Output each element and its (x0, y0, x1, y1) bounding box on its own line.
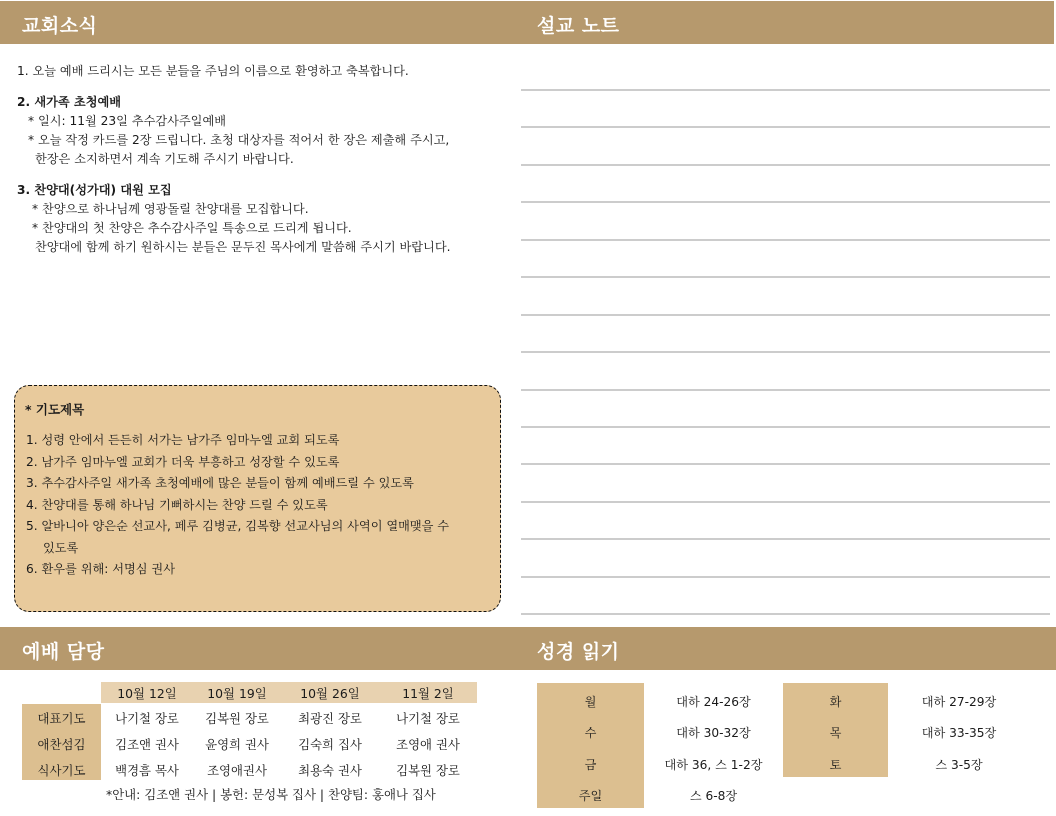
role-label: 애찬섬김 (37, 737, 86, 752)
day-label: 토 (829, 758, 842, 772)
day-label: 금 (584, 758, 597, 772)
table-cell: 조영애권사 (207, 763, 267, 778)
prayer-item-continued: 있도록 (43, 540, 79, 555)
section-header-church-news (0, 1, 524, 44)
section-title: 설교 노트 (537, 15, 620, 37)
note-line (521, 501, 1050, 503)
table-cell: 최용숙 권사 (298, 763, 362, 778)
table-cell: 나기철 장로 (115, 711, 179, 726)
note-line (521, 201, 1050, 203)
day-label: 화 (829, 695, 842, 709)
section-header-bible-reading (524, 627, 1056, 670)
section-title: 교회소식 (22, 15, 98, 37)
news-line: * 찬양으로 하나님께 영광돌릴 찬양대를 모집합니다. (32, 202, 309, 216)
table-cell: 김복원 장로 (205, 711, 269, 726)
reading: 대하 24-26장 (676, 695, 751, 709)
day-label: 월 (584, 695, 597, 709)
prayer-item: 2. 남가주 임마누엘 교회가 더욱 부흥하고 성장할 수 있도록 (26, 454, 340, 469)
prayer-item: 3. 추수감사주일 새가족 초청예배에 많은 분들이 함께 예배드릴 수 있도록 (26, 476, 414, 490)
news-text: 1. 오늘 예배 드리시는 모든 분들을 주님의 이름으로 환영하고 축복합니다. (17, 64, 409, 78)
date-header: 11월 2일 (402, 686, 454, 701)
note-line (521, 239, 1050, 241)
worship-footnote: *안내: 김조앤 권사 | 봉헌: 문성복 집사 | 찬양팀: 홍애나 집사 (106, 787, 436, 802)
day-label: 수 (584, 726, 597, 740)
news-line: 찬양대에 함께 하기 원하시는 분들은 문두진 목사에게 말씀해 주시기 바랍니다. (35, 240, 451, 254)
prayer-item: 1. 성령 안에서 든든히 서가는 남가주 임마누엘 교회 되도록 (26, 433, 340, 447)
role-label: 식사기도 (37, 763, 86, 778)
note-line (521, 426, 1050, 428)
news-line: * 오늘 작정 카드를 2장 드립니다. 초청 대상자를 적어서 한 장은 제출해 주시고, (28, 133, 450, 147)
prayer-title: * 기도제목 (25, 402, 85, 417)
news-item-welcome (17, 62, 507, 81)
news-line: 한장은 소지하면서 계속 기도해 주시기 바랍니다. (35, 152, 294, 166)
role-label: 대표기도 (37, 711, 86, 726)
note-line (521, 538, 1050, 540)
note-line (521, 164, 1050, 166)
prayer-requests-box (14, 385, 501, 612)
news-item-title: 3. 찬양대(성가대) 대원 모집 (17, 183, 172, 197)
date-header: 10월 26일 (300, 686, 360, 701)
reading: 스 3-5장 (935, 758, 983, 772)
church-news (17, 62, 507, 269)
table-cell: 최광진 장로 (298, 711, 362, 726)
note-line (521, 463, 1050, 465)
table-cell: 백경흠 목사 (115, 763, 179, 778)
table-cell: 김조앤 권사 (115, 737, 179, 752)
table-cell: 조영애 권사 (396, 737, 460, 752)
reading: 대하 27-29장 (921, 695, 997, 709)
note-line (521, 351, 1050, 353)
news-line: * 찬양대의 첫 찬양은 추수감사주일 특송으로 드리게 됩니다. (32, 221, 352, 235)
note-line (521, 89, 1050, 91)
prayer-item: 4. 찬양대를 통해 하나님 기뻐하시는 찬양 드릴 수 있도록 (26, 497, 328, 512)
section-title: 성경 읽기 (537, 641, 620, 663)
day-label: 목 (829, 726, 842, 740)
table-cell: 김복원 장로 (396, 763, 460, 778)
section-title: 예배 담당 (22, 641, 105, 663)
section-header-sermon-notes (524, 1, 1054, 44)
note-line (521, 613, 1050, 615)
prayer-list (26, 430, 496, 581)
reading: 스 6-8장 (689, 789, 738, 803)
prayer-item: 6. 환우를 위해: 서명심 권사 (26, 562, 175, 576)
reading: 대하 36, 스 1-2장 (664, 758, 763, 772)
prayer-item: 5. 알바니아 양은순 선교사, 페루 김병균, 김복향 선교사님의 사역이 열매맺을 수 (26, 519, 450, 533)
reading: 대하 30-32장 (676, 726, 751, 740)
day-label: 주일 (578, 789, 603, 803)
table-cell: 김숙희 집사 (298, 737, 362, 752)
date-header: 10월 19일 (207, 686, 267, 701)
table-cell: 나기철 장로 (396, 711, 460, 726)
date-header: 10월 12일 (117, 686, 177, 701)
note-line (521, 314, 1050, 316)
note-line (521, 276, 1050, 278)
news-item-choir-recruit (17, 181, 507, 257)
note-line (521, 389, 1050, 391)
table-cell: 윤영희 권사 (205, 737, 269, 752)
news-item-title: 2. 새가족 초청예배 (17, 95, 122, 109)
note-line (521, 126, 1050, 128)
reading: 대하 33-35장 (921, 726, 997, 740)
section-header-worship-duty (0, 627, 524, 670)
note-line (521, 576, 1050, 578)
news-item-newcomer-service (17, 93, 507, 169)
news-line: * 일시: 11월 23일 추수감사주일예배 (28, 114, 226, 128)
